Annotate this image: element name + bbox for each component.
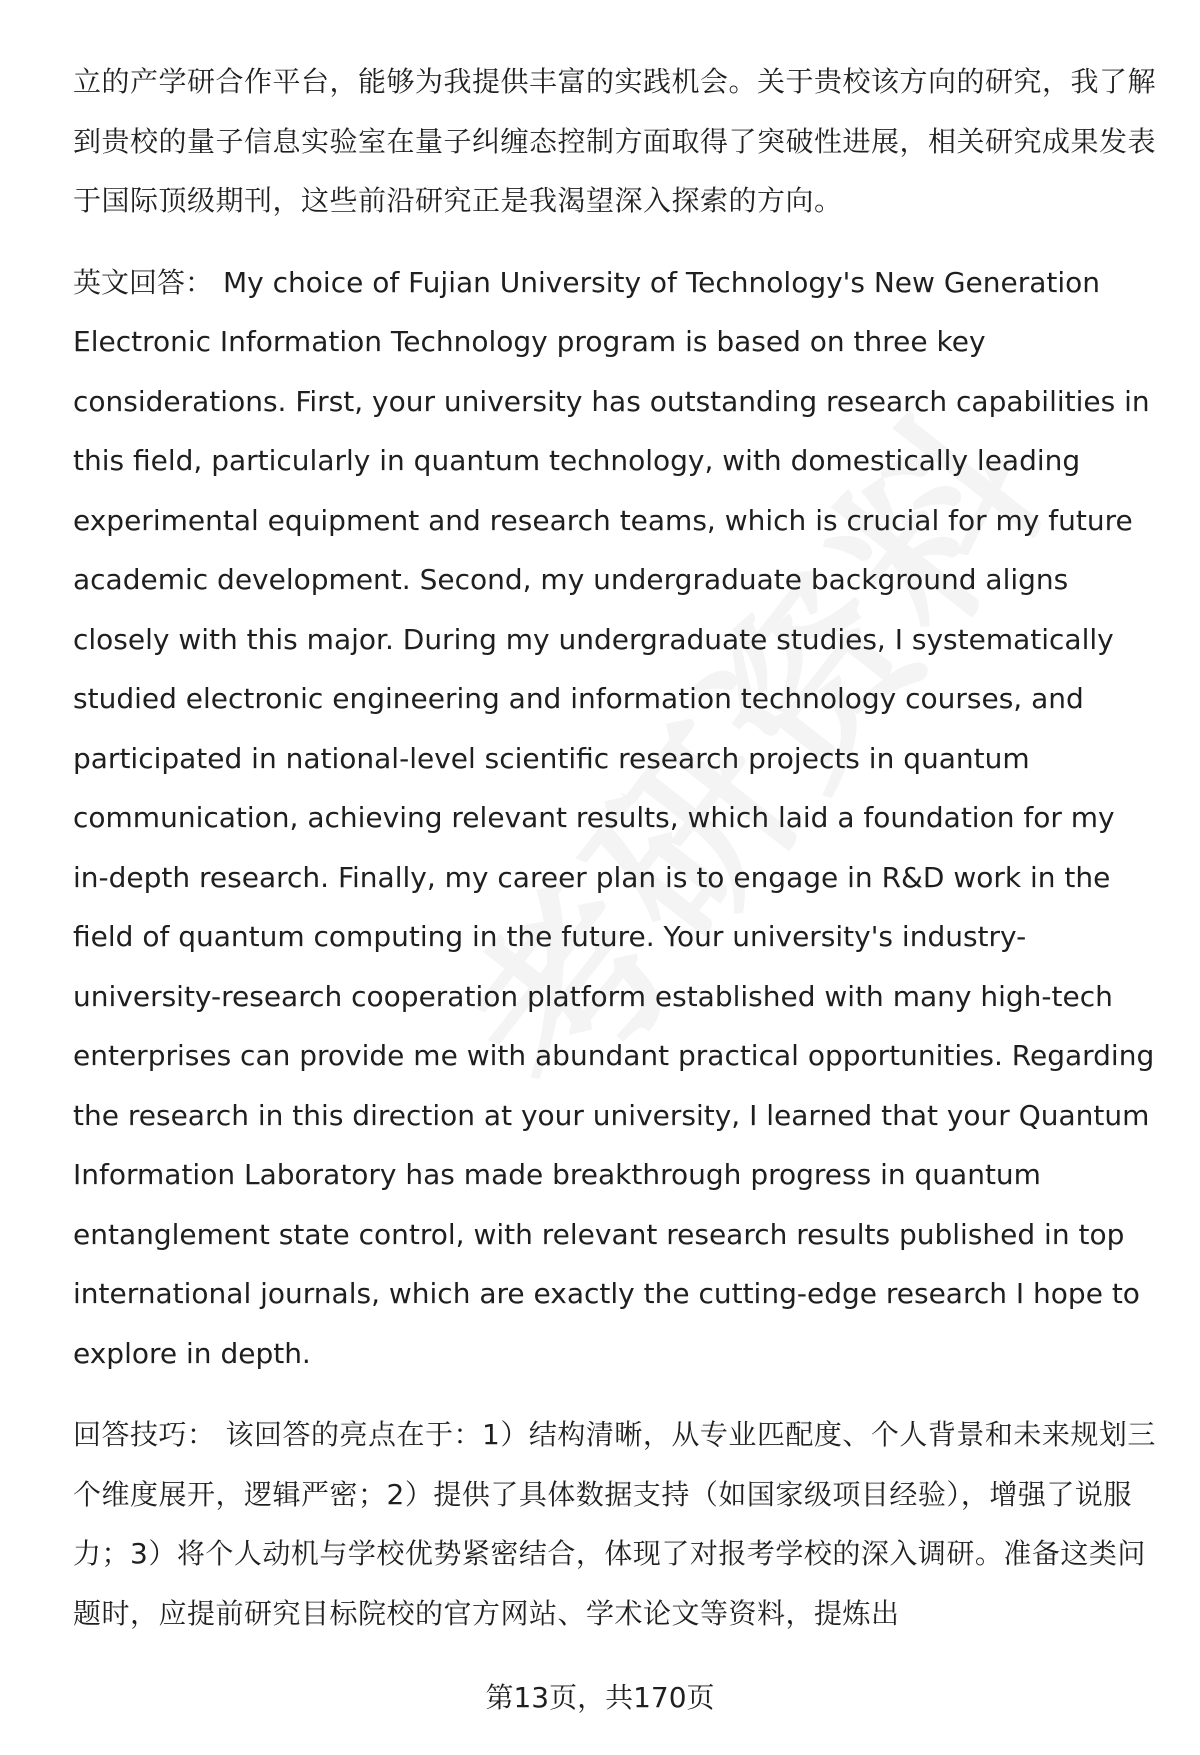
intro-paragraph: 立的产学研合作平台，能够为我提供丰富的实践机会。关于贵校该方向的研究，我了解到贵校的量子信息实验室在量子纠缠态控制方面取得了突破性进展，相关研究成果发表于国际顶级期刊，这些前沿研究正是我渴望深入探索的方向。 xyxy=(73,65,1157,217)
english-answer-text: My choice of Fujian University of Technology's New Generation Electronic Information Technology program is based on three key considerations. First, your university has outstanding research capabilities in this field, particularly in quantum technology, with domestically leading experimental equipment and research teams, which is crucial for my future academic development. Second, my undergraduate background aligns closely with this major. During my undergraduate studies, I systematically studied electronic engineering and information technology courses, and participated in national-level scientific research projects in quantum communication, achieving relevant results, which laid a foundation for my in-depth research. Finally, my career plan is to engage in R&D work in the field of quantum computing in the future. Your university's industry-university-research cooperation platform established with many high-tech enterprises can provide me with abundant practical opportunities. Regarding the research in this direction at your university, I learned that your Quantum Information Laboratory has made breakthrough progress in quantum entanglement state control, with relevant research results published in top international journals, which are exactly the cutting-edge research I hope to explore in depth. xyxy=(73,265,1155,1370)
tips-text: 该回答的亮点在于：1）结构清晰，从专业匹配度、个人背景和未来规划三个维度展开，逻辑严密；2）提供了具体数据支持（如国家级项目经验），增强了说服力；3）将个人动机与学校优势紧密结合，体现了对报考学校的深入调研。准备这类问题时，应提前研究目标院校的官方网站、学术论文等资料，提炼出 xyxy=(73,1418,1156,1630)
english-answer-paragraph xyxy=(73,253,1158,1384)
tips-label: 回答技巧： xyxy=(73,1418,216,1451)
english-answer-label: 英文回答： xyxy=(73,265,214,299)
tips-paragraph xyxy=(73,1405,1158,1643)
page-footer xyxy=(0,1678,1200,1718)
document-page xyxy=(73,52,1158,1665)
page-indicator: 第13页，共170页 xyxy=(485,1681,715,1714)
